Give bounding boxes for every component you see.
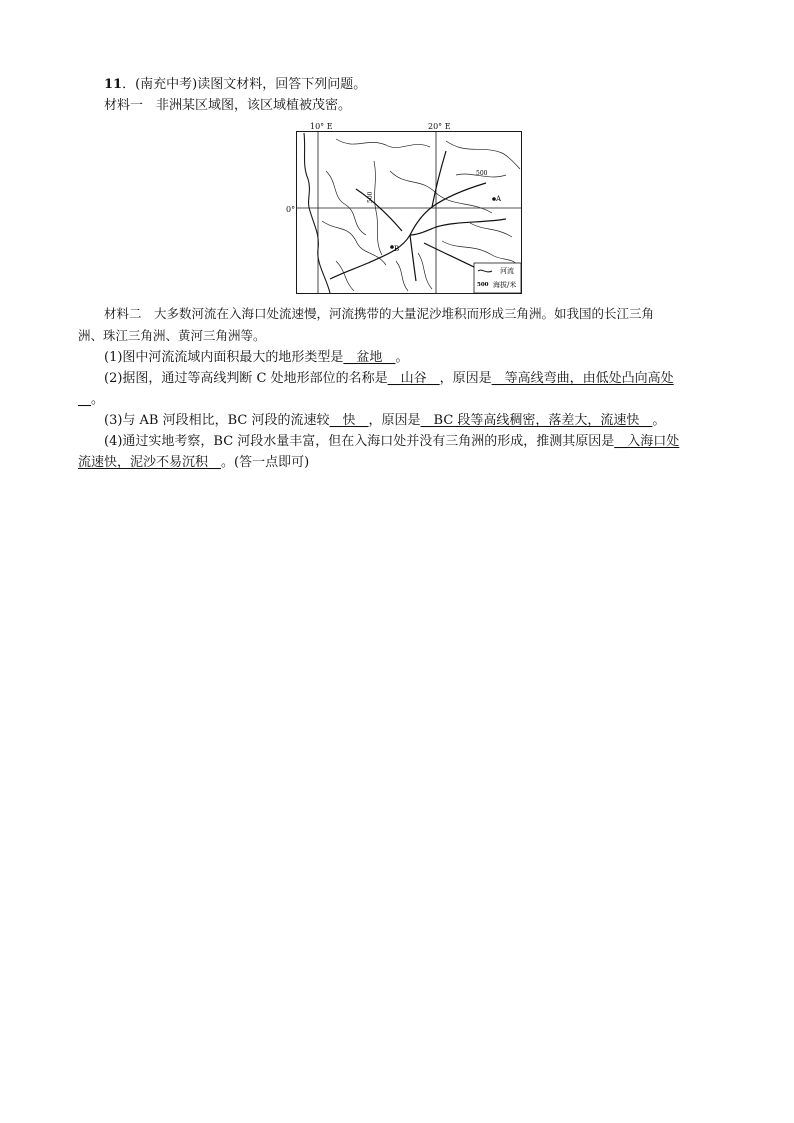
material1 (104, 97, 351, 115)
q4-answer: __入海口处 (614, 434, 680, 449)
question-number: 11 (104, 77, 123, 92)
q1-answer: __盆地__ (343, 350, 396, 365)
map-legend (474, 263, 521, 293)
contour-label-500-b: 500 (367, 191, 374, 203)
africa-region-map (296, 131, 522, 294)
material2-line1: 材料二 大多数河流在入海口处流速慢，河流携带的大量泥沙堆积而形成三角洲。如我国的长江三角 (104, 306, 655, 321)
question-4: (4)通过实地考察，BC 河段水量丰富，但在入海口处并没有三角洲的形成，推测其原因是__入海口处 (104, 434, 680, 449)
question-header (104, 76, 366, 94)
lon-label-10e: 10° E (310, 122, 333, 131)
q2-answer-1: __山谷__ (387, 371, 440, 386)
q3-answer-2: __BC 段等高线稠密，落差大，流速快__ (420, 413, 653, 428)
material2-line2: 洲、珠江三角洲、黄河三角洲等。 (78, 328, 266, 343)
question-4-cont: 流速快，泥沙不易沉积__。(答一点即可) (78, 455, 310, 470)
point-a-label: A (496, 195, 502, 203)
lon-label-20e: 20° E (428, 122, 451, 131)
legend-contour-label: 海拔/米 (493, 281, 517, 289)
question-2-cont: __。 (78, 392, 105, 407)
lat-label-equator: 0° (286, 205, 296, 214)
question-1: (1)图中河流流域内面积最大的地形类型是__盆地__。 (104, 350, 409, 365)
contour-label-500-a: 500 (476, 170, 488, 177)
point-b-label: B (394, 245, 400, 253)
question-2: (2)据图，通过等高线判断 C 处地形部位的名称是__山谷__，原因是__等高线弯曲，由低处凸向高处 (104, 371, 674, 386)
material2-label: 材料二 (104, 306, 142, 321)
question-source: ．(南充中考)读图文材料，回答下列问题。 (122, 77, 367, 92)
question-3: (3)与 AB 河段相比，BC 河段的流速较__快__，原因是__BC 段等高线稠密，落差大，流速快__。 (104, 413, 666, 428)
material1-text: 非洲某区域图，该区域植被茂密。 (156, 98, 352, 113)
legend-river-label: 河流 (500, 267, 514, 275)
q2-answer-2: __等高线弯曲，由低处凸向高处 (491, 371, 674, 386)
q3-answer-1: __快__ (329, 413, 369, 428)
material1-label: 材料一 (104, 98, 144, 113)
legend-contour-value: 500 (477, 282, 489, 288)
